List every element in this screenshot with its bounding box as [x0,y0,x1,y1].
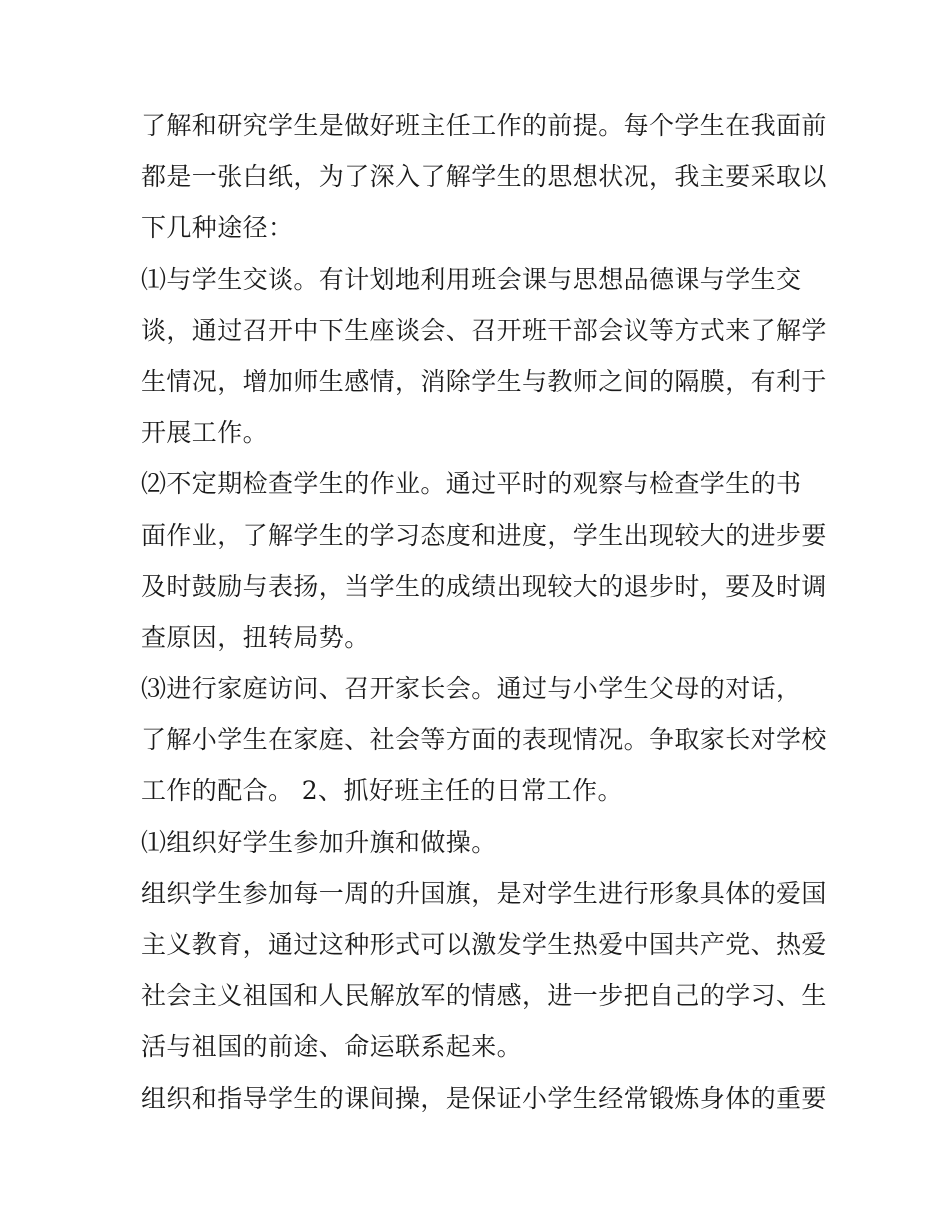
text-line: ⑴与学生交谈。有计划地利用班会课与思想品德课与学生交 [141,264,802,294]
text-line: 社会主义祖国和人民解放军的情感，进一步把自己的学习、生 [141,981,827,1011]
document-body [141,100,827,1124]
text-line: 查原因，扭转局势。 [141,622,370,652]
text-line: 生情况，增加师生感情，消除学生与教师之间的隔膜，有利于 [141,366,827,396]
text-line: 了解和研究学生是做好班主任工作的前提。每个学生在我面前 [141,111,827,140]
text-line: 组织和指导学生的课间操，是保证小学生经常锻炼身体的重要 [141,1083,827,1113]
text-line: 都是一张白纸，为了深入了解学生的思想状况，我主要采取以 [141,162,827,192]
text-line: 及时鼓励与表扬，当学生的成绩出现较大的退步时，要及时调 [141,571,827,601]
text-line: 了解小学生在家庭、社会等方面的表现情况。争取家长对学校 [141,725,827,755]
text-line: 面作业，了解学生的学习态度和进度，学生出现较大的进步要 [141,520,827,550]
text-line: 开展工作。 [141,418,269,448]
text-line: ⑵不定期检查学生的作业。通过平时的观察与检查学生的书 [141,469,802,499]
text-line: 活与祖国的前途、命运联系起来。 [141,1032,523,1062]
text-line: ⑶进行家庭访问、召开家长会。通过与小学生父母的对话， [141,674,802,704]
text-line: ⑴组织好学生参加升旗和做操。 [141,827,497,857]
text-line: 工作的配合。 2、抓好班主任的日常工作。 [141,776,623,806]
text-line: 谈，通过召开中下生座谈会、召开班干部会议等方式来了解学 [141,315,827,345]
text-line: 组织学生参加每一周的升国旗，是对学生进行形象具体的爱国 [141,878,827,908]
text-line: 主义教育，通过这种形式可以激发学生热爱中国共产党、热爱 [141,930,827,959]
text-line: 下几种途径： [141,213,294,243]
